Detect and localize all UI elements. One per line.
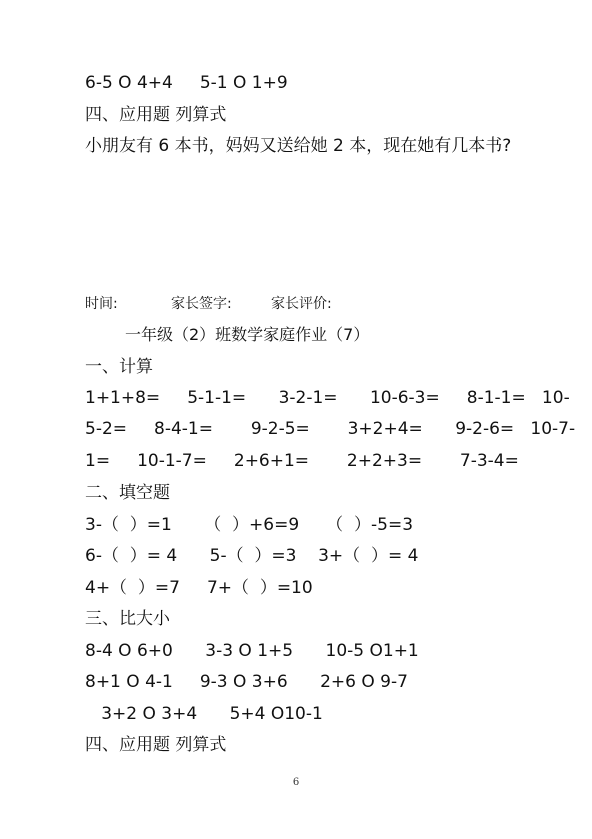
word-problem: 小朋友有 6 本书，妈妈又送给她 2 本，现在她有几本书? bbox=[85, 136, 512, 156]
calc-line: 1= 10-1-7= 2+6+1= 2+2+3= 7-3-4= bbox=[85, 451, 519, 471]
fill-line: 3-（ ）=1 （ ）+6=9 （ ）-5=3 bbox=[85, 515, 414, 535]
section1-heading: 一、计算 bbox=[85, 357, 153, 377]
homework-title: 一年级（2）班数学家庭作业（7） bbox=[125, 325, 370, 344]
section2-heading: 二、填空题 bbox=[85, 483, 170, 503]
section4-heading-top: 四、应用题 列算式 bbox=[85, 105, 227, 125]
section3-heading: 三、比大小 bbox=[85, 609, 170, 629]
page-number: 6 bbox=[292, 777, 300, 788]
time-label: 时间: bbox=[85, 296, 118, 312]
parent-sign-label: 家长签字: bbox=[171, 296, 232, 312]
fill-line: 4+（ ）=7 7+（ ）=10 bbox=[85, 578, 313, 598]
compare-line: 3+2 O 3+4 5+4 O10-1 bbox=[85, 704, 323, 724]
fill-line: 6-（ ）= 4 5-（ ）=3 3+（ ）= 4 bbox=[85, 546, 419, 566]
section4-heading: 四、应用题 列算式 bbox=[85, 735, 227, 755]
compare-line: 8+1 O 4-1 9-3 O 3+6 2+6 O 9-7 bbox=[85, 672, 408, 692]
calc-line: 1+1+8= 5-1-1= 3-2-1= 10-6-3= 8-1-1= 10- bbox=[85, 388, 570, 408]
calc-line: 5-2= 8-4-1= 9-2-5= 3+2+4= 9-2-6= 10-7- bbox=[85, 419, 576, 439]
compare-line-top: 6-5 O 4+4 5-1 O 1+9 bbox=[85, 73, 288, 93]
compare-line: 8-4 O 6+0 3-3 O 1+5 10-5 O1+1 bbox=[85, 641, 419, 661]
parent-eval-label: 家长评价: bbox=[271, 296, 332, 312]
